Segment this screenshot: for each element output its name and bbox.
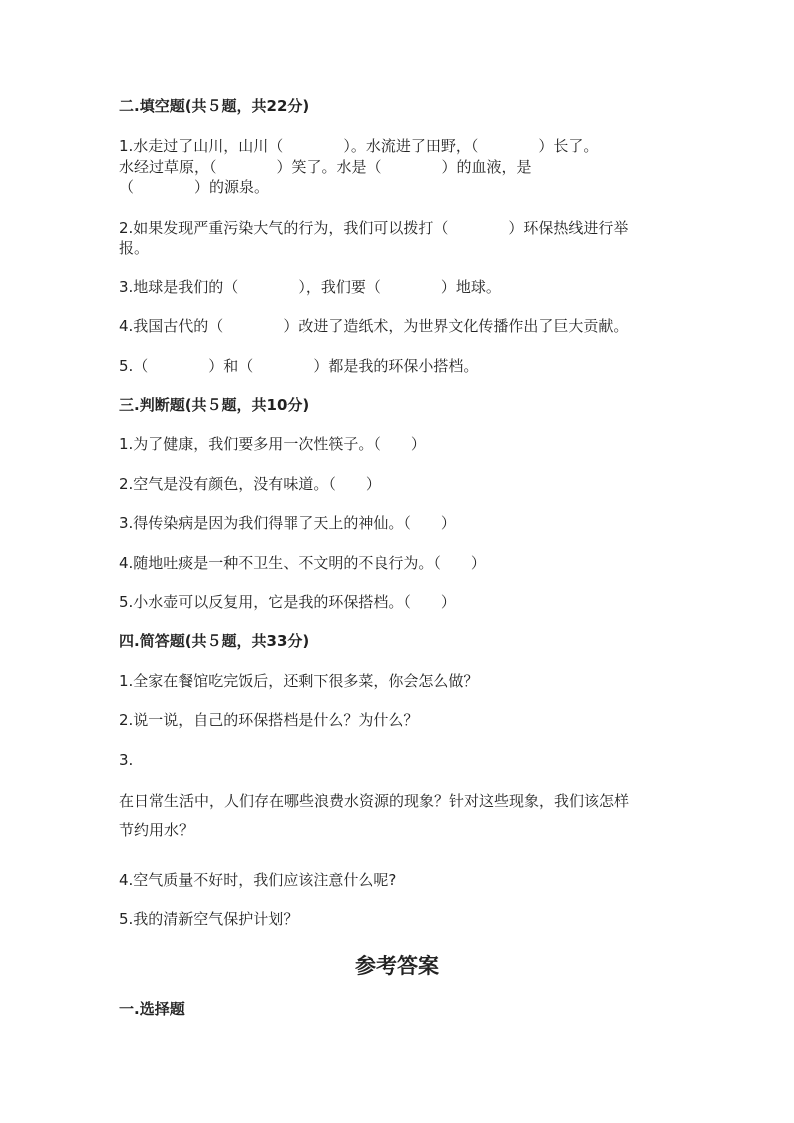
fill-question-4: 4.我国古代的（ ）改进了造纸术，为世界文化传播作出了巨大贡献。 (119, 317, 629, 335)
fill-question-1-line-1: 1.水走过了山川，山川（ ）。水流进了田野，（ ）长了。 (119, 137, 599, 155)
fill-question-1-line-2: 水经过草原，（ ）笑了。水是（ ）的血液，是 (119, 158, 532, 176)
short-answer-question-3-number: 3. (119, 751, 134, 769)
fill-question-2-line-1: 2.如果发现严重污染大气的行为，我们可以拨打（ ）环保热线进行举 (119, 219, 629, 237)
judge-question-5: 5.小水壶可以反复用，它是我的环保搭档。（ ） (119, 593, 456, 611)
section-3-heading: 三.判断题(共５题，共10分) (119, 396, 310, 414)
fill-question-3: 3.地球是我们的（ ），我们要（ ）地球。 (119, 278, 501, 296)
short-answer-question-1: 1.全家在餐馆吃完饭后，还剩下很多菜，你会怎么做？ (119, 672, 479, 690)
short-answer-question-2: 2.说一说，自己的环保搭档是什么？为什么？ (119, 711, 419, 729)
fill-question-2-line-2: 报。 (119, 239, 150, 257)
fill-question-5: 5.（ ）和（ ）都是我的环保小搭档。 (119, 357, 479, 375)
answer-key-title: 参考答案 (355, 954, 439, 978)
short-answer-question-5: 5.我的清新空气保护计划？ (119, 910, 299, 928)
section-2-heading: 二.填空题(共５题，共22分) (119, 97, 310, 115)
judge-question-3: 3.得传染病是因为我们得罪了天上的神仙。（ ） (119, 514, 456, 532)
judge-question-4: 4.随地吐痰是一种不卫生、不文明的不良行为。（ ） (119, 554, 486, 572)
judge-question-1: 1.为了健康，我们要多用一次性筷子。（ ） (119, 435, 426, 453)
fill-question-1-line-3: （ ）的源泉。 (119, 178, 270, 196)
section-4-heading: 四.简答题(共５题，共33分) (119, 632, 310, 650)
short-answer-question-3-line-1: 在日常生活中，人们存在哪些浪费水资源的现象？针对这些现象，我们该怎样 (119, 792, 630, 810)
short-answer-question-4: 4.空气质量不好时，我们应该注意什么呢? (119, 871, 397, 889)
answer-section-1-heading: 一.选择题 (119, 1000, 185, 1018)
short-answer-question-3-line-2: 节约用水？ (119, 821, 195, 839)
judge-question-2: 2.空气是没有颜色，没有味道。（ ） (119, 475, 381, 493)
